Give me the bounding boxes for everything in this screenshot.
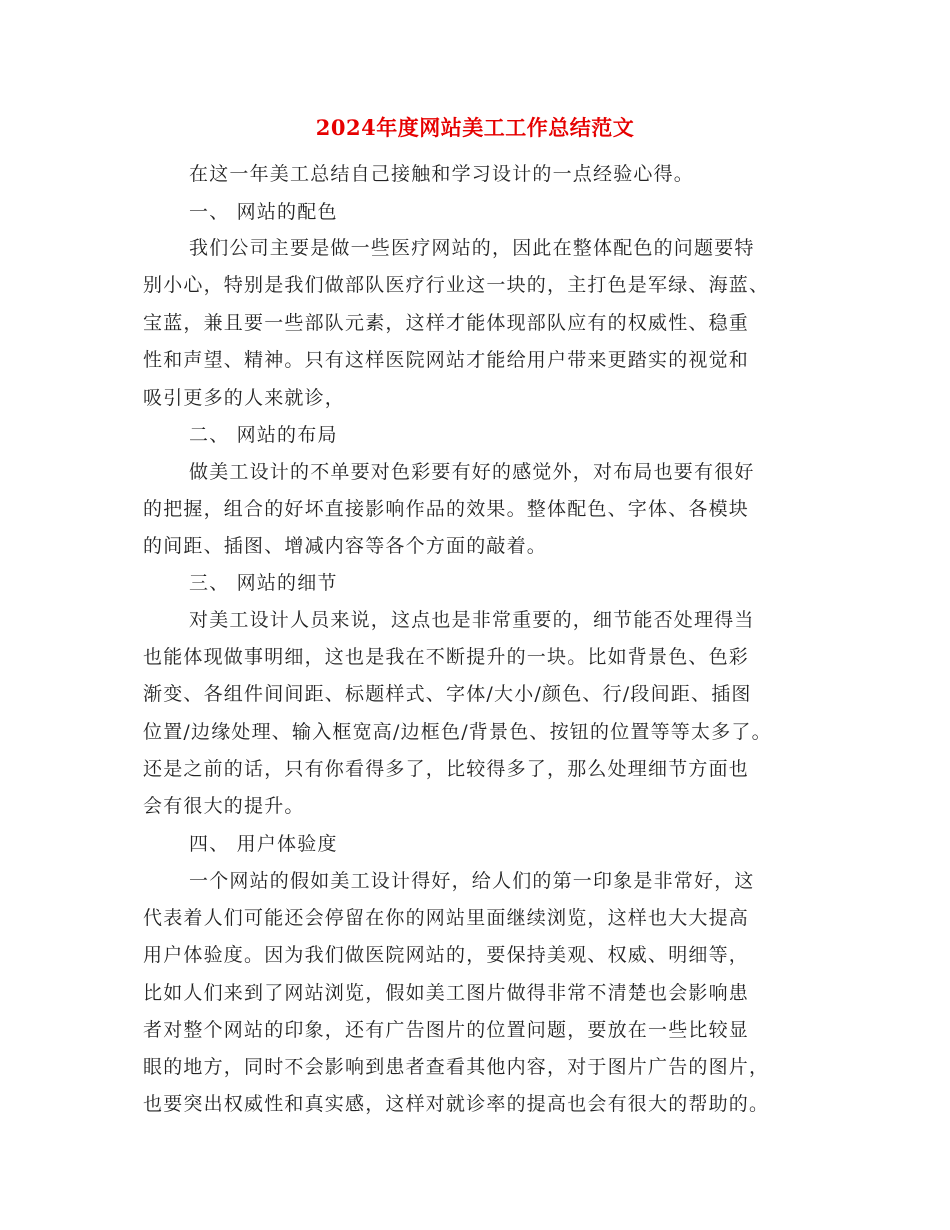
paragraph-line: 的把握，组合的好坏直接影响作品的效果。整体配色、字体、各模块 bbox=[143, 498, 750, 520]
paragraph-line: 宝蓝，兼且要一些部队元素，这样才能体现部队应有的权威性、稳重 bbox=[143, 312, 750, 334]
paragraph-line: 吸引更多的人来就诊， bbox=[143, 387, 346, 409]
section-heading: 三、 网站的细节 bbox=[189, 572, 338, 594]
paragraph-line: 比如人们来到了网站浏览，假如美工图片做得非常不清楚也会影响患 bbox=[143, 982, 750, 1004]
paragraph-line: 在这一年美工总结自己接触和学习设计的一点经验心得。 bbox=[189, 163, 695, 185]
section-heading: 二、 网站的布局 bbox=[189, 424, 338, 446]
paragraph-line: 我们公司主要是做一些医疗网站的，因此在整体配色的问题要特 bbox=[189, 237, 755, 259]
section-heading: 四、 用户体验度 bbox=[189, 833, 338, 855]
document-title: 2024年度网站美工工作总结范文 bbox=[315, 115, 635, 140]
paragraph-line: 眼的地方，同时不会影响到患者查看其他内容，对于图片广告的图片， bbox=[143, 1056, 770, 1078]
paragraph-line: 的间距、插图、增减内容等各个方面的敲着。 bbox=[143, 535, 548, 557]
paragraph-line: 还是之前的话，只有你看得多了，比较得多了，那么处理细节方面也 bbox=[143, 758, 750, 780]
paragraph-line: 者对整个网站的印象，还有广告图片的位置问题，要放在一些比较显 bbox=[143, 1019, 750, 1041]
paragraph-line: 一个网站的假如美工设计得好，给人们的第一印象是非常好，这 bbox=[189, 870, 755, 892]
paragraph-line: 别小心，特别是我们做部队医疗行业这一块的，主打色是军绿、海蓝、 bbox=[143, 274, 770, 296]
paragraph-line: 做美工设计的不单要对色彩要有好的感觉外，对布局也要有很好 bbox=[189, 461, 755, 483]
paragraph-line: 会有很大的提升。 bbox=[143, 795, 305, 817]
paragraph-line: 也要突出权威性和真实感，这样对就诊率的提高也会有很大的帮助的。 bbox=[143, 1093, 770, 1115]
paragraph-line: 对美工设计人员来说，这点也是非常重要的，细节能否处理得当 bbox=[189, 609, 755, 631]
paragraph-line: 用户体验度。因为我们做医院网站的，要保持美观、权威、明细等， bbox=[143, 944, 750, 966]
paragraph-line: 代表着人们可能还会停留在你的网站里面继续浏览，这样也大大提高 bbox=[143, 907, 750, 929]
paragraph-line: 性和声望、精神。只有这样医院网站才能给用户带来更踏实的视觉和 bbox=[143, 349, 750, 371]
paragraph-line: 也能体现做事明细，这也是我在不断提升的一块。比如背景色、色彩 bbox=[143, 646, 750, 668]
paragraph-line: 渐变、各组件间间距、标题样式、字体/大小/颜色、行/段间距、插图 bbox=[143, 683, 752, 705]
paragraph-line: 位置/边缘处理、输入框宽高/边框色/背景色、按钮的位置等等太多了。 bbox=[143, 721, 772, 743]
section-heading: 一、 网站的配色 bbox=[189, 201, 338, 223]
